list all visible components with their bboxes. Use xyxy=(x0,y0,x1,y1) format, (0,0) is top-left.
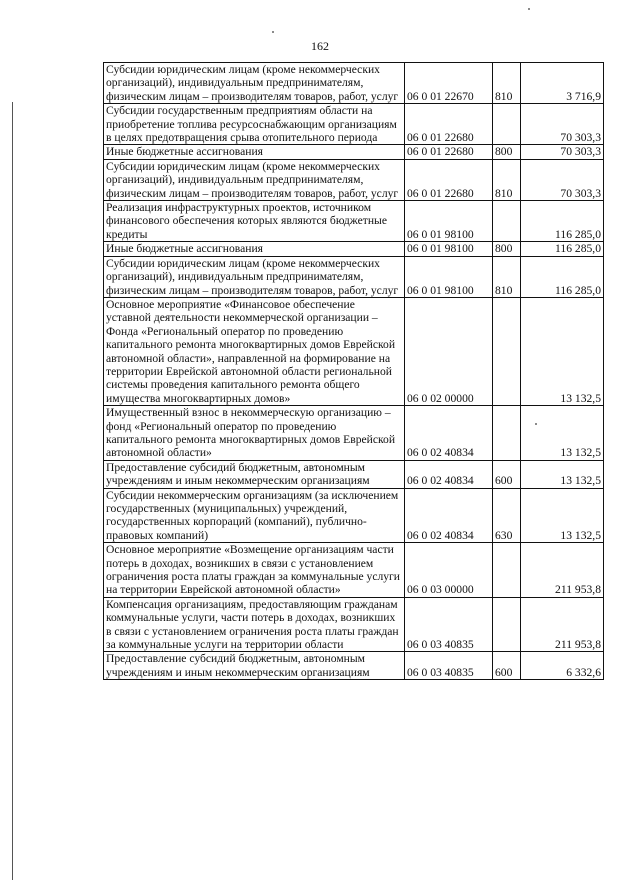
table-row xyxy=(104,297,604,405)
item-name-cell: Основное мероприятие «Финансовое обеспечение уставной деятельности некоммерческой организации – Фонда «Региональный оператор по проведению капитального ремонта многоквартирных домов Еврейской автономной области», направленной на формирование на территории Еврейской автономной области региональной системы проведения капитального ремонта общего имущества многоквартирных домов» xyxy=(104,297,405,405)
amount-cell: 13 132,5 xyxy=(521,406,604,461)
item-name-cell: Реализация инфраструктурных проектов, источником финансового обеспечения которых являются бюджетные кредиты xyxy=(104,201,405,242)
table-row xyxy=(104,597,604,652)
item-name-cell: Предоставление субсидий бюджетным, автономным учреждениям и иным некоммерческим организациям xyxy=(104,652,405,680)
scan-margin-line xyxy=(12,102,13,880)
table-row xyxy=(104,256,604,297)
amount-cell: 70 303,3 xyxy=(521,104,604,145)
budget-table xyxy=(103,62,604,680)
amount-cell: 6 332,6 xyxy=(521,652,604,680)
target-code-cell: 06 0 01 22680 xyxy=(405,159,493,200)
target-code-cell: 06 0 02 40834 xyxy=(405,460,493,488)
expense-type-cell xyxy=(493,104,521,145)
table-row xyxy=(104,488,604,543)
expense-type-cell: 810 xyxy=(493,256,521,297)
amount-cell: 13 132,5 xyxy=(521,460,604,488)
item-name-cell: Основное мероприятие «Возмещение организациям части потерь в доходах, возникших в связи с установлением ограничения роста платы граждан за коммунальные услуги на территории Еврейской автономной области» xyxy=(104,543,405,598)
scan-speck xyxy=(528,8,530,10)
table-row xyxy=(104,145,604,159)
target-code-cell: 06 0 01 22680 xyxy=(405,104,493,145)
item-name-cell: Имущественный взнос в некоммерческую организацию – фонд «Региональный оператор по проведению капитального ремонта многоквартирных домов Еврейской автономной области» xyxy=(104,406,405,461)
expense-type-cell: 810 xyxy=(493,159,521,200)
item-name-cell: Субсидии некоммерческим организациям (за исключением государственных (муниципальных) учреждений, государственных корпораций (компаний), публично-правовых компаний) xyxy=(104,488,405,543)
item-name-cell: Иные бюджетные ассигнования xyxy=(104,145,405,159)
table-row xyxy=(104,63,604,104)
target-code-cell: 06 0 03 00000 xyxy=(405,543,493,598)
table-row xyxy=(104,104,604,145)
expense-type-cell xyxy=(493,543,521,598)
amount-cell: 211 953,8 xyxy=(521,543,604,598)
target-code-cell: 06 0 01 98100 xyxy=(405,256,493,297)
target-code-cell: 06 0 03 40835 xyxy=(405,597,493,652)
target-code-cell: 06 0 02 40834 xyxy=(405,488,493,543)
expense-type-cell: 600 xyxy=(493,652,521,680)
target-code-cell: 06 0 01 22680 xyxy=(405,145,493,159)
target-code-cell: 06 0 03 40835 xyxy=(405,652,493,680)
table-row xyxy=(104,460,604,488)
amount-cell: 13 132,5 xyxy=(521,297,604,405)
expense-type-cell: 800 xyxy=(493,242,521,256)
item-name-cell: Иные бюджетные ассигнования xyxy=(104,242,405,256)
expense-type-cell xyxy=(493,406,521,461)
amount-cell: 3 716,9 xyxy=(521,63,604,104)
table-row xyxy=(104,406,604,461)
item-name-cell: Предоставление субсидий бюджетным, автономным учреждениям и иным некоммерческим организациям xyxy=(104,460,405,488)
table-row xyxy=(104,652,604,680)
amount-cell: 13 132,5 xyxy=(521,488,604,543)
item-name-cell: Субсидии юридическим лицам (кроме некоммерческих организаций), индивидуальным предпринимателям, физическим лицам – производителям товаров, работ, услуг xyxy=(104,256,405,297)
expense-type-cell: 810 xyxy=(493,63,521,104)
target-code-cell: 06 0 01 98100 xyxy=(405,242,493,256)
amount-cell: 70 303,3 xyxy=(521,145,604,159)
table-row xyxy=(104,543,604,598)
expense-type-cell: 800 xyxy=(493,145,521,159)
table-row xyxy=(104,201,604,242)
expense-type-cell xyxy=(493,597,521,652)
amount-cell: 211 953,8 xyxy=(521,597,604,652)
table-row xyxy=(104,159,604,200)
target-code-cell: 06 0 01 22670 xyxy=(405,63,493,104)
amount-cell: 70 303,3 xyxy=(521,159,604,200)
item-name-cell: Субсидии юридическим лицам (кроме некоммерческих организаций), индивидуальным предпринимателям, физическим лицам – производителям товаров, работ, услуг xyxy=(104,159,405,200)
item-name-cell: Субсидии юридическим лицам (кроме некоммерческих организаций), индивидуальным предпринимателям, физическим лицам – производителям товаров, работ, услуг xyxy=(104,63,405,104)
expense-type-cell: 600 xyxy=(493,460,521,488)
scan-speck xyxy=(272,31,274,33)
table-row xyxy=(104,242,604,256)
expense-type-cell xyxy=(493,297,521,405)
target-code-cell: 06 0 02 00000 xyxy=(405,297,493,405)
item-name-cell: Субсидии государственным предприятиям области на приобретение топлива ресурсоснабжающим организациям в целях предотвращения срыва отопительного периода xyxy=(104,104,405,145)
amount-cell: 116 285,0 xyxy=(521,242,604,256)
expense-type-cell: 630 xyxy=(493,488,521,543)
amount-cell: 116 285,0 xyxy=(521,256,604,297)
page-number: 162 xyxy=(311,39,329,53)
target-code-cell: 06 0 01 98100 xyxy=(405,201,493,242)
target-code-cell: 06 0 02 40834 xyxy=(405,406,493,461)
item-name-cell: Компенсация организациям, предоставляющим гражданам коммунальные услуги, части потерь в доходах, возникших в связи с установлением ограничения роста платы граждан за коммунальные услуги на территории области xyxy=(104,597,405,652)
amount-cell: 116 285,0 xyxy=(521,201,604,242)
expense-type-cell xyxy=(493,201,521,242)
